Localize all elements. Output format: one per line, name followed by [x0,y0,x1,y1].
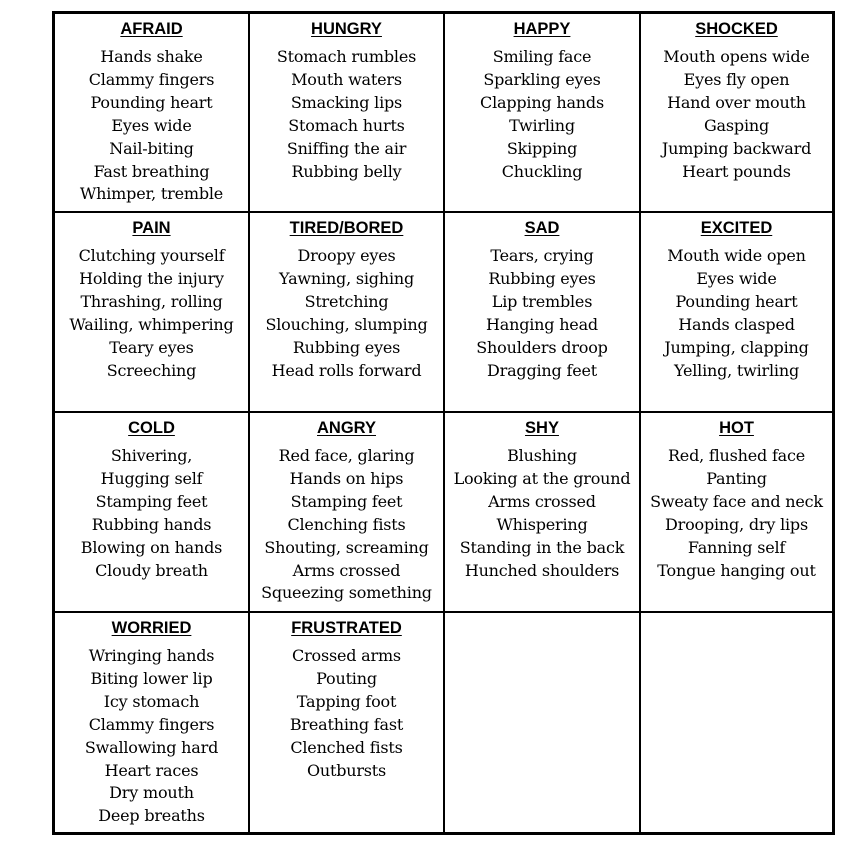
emotion-cell-happy [445,14,641,213]
emotion-heading: PAIN [132,219,171,237]
behavior-item: Tongue hanging out [657,560,816,580]
behavior-item: Thrashing, rolling [80,291,223,311]
emotion-heading: SHOCKED [695,20,778,38]
behavior-item: Twirling [509,115,575,135]
behavior-item: Sniffing the air [286,138,407,158]
behavior-item: Tears, crying [490,246,594,265]
emotion-cell-worried [55,613,250,832]
behavior-item: Whispering [496,514,588,534]
behavior-item: Clenched fists [290,737,403,757]
behavior-list [250,645,443,782]
behavior-item: Sparkling eyes [483,69,601,89]
emotion-heading: HUNGRY [311,20,382,38]
behavior-item: Wailing, whimpering [69,314,234,334]
behavior-list [55,245,248,382]
emotion-cell-shocked [641,14,832,213]
behavior-item: Smiling face [492,47,592,66]
behavior-item: Drooping, dry lips [665,514,808,534]
behavior-item: Gasping [703,115,770,135]
behavior-item: Fanning self [687,537,786,557]
behavior-item: Hand over mouth [667,92,806,112]
behavior-item: Whimper, tremble [79,184,224,204]
behavior-item: Arms crossed [292,560,401,580]
behavior-item: Stomach hurts [288,115,405,135]
behavior-item: Blowing on hands [80,537,223,557]
behavior-item: Panting [706,468,767,488]
behavior-item: Eyes wide [111,115,192,135]
behavior-item: Rubbing eyes [292,337,401,357]
behavior-item: Red, flushed face [667,446,806,465]
behavior-item: Droopy eyes [297,246,396,265]
behavior-list [55,445,248,582]
behavior-item: Clenching fists [287,514,406,534]
behavior-item: Eyes wide [696,268,777,288]
empty-cell [445,613,641,832]
behavior-list [641,445,832,582]
behavior-item: Biting lower lip [90,668,213,688]
behavior-item: Hands shake [100,47,203,66]
behavior-item: Jumping, clapping [664,337,809,357]
behavior-item: Smacking lips [290,92,403,112]
emotion-cell-shy [445,413,641,613]
behavior-list [445,46,639,183]
behavior-item: Clammy fingers [88,714,215,734]
behavior-item: Blushing [507,446,577,465]
behavior-item: Heart pounds [682,161,791,181]
emotion-heading: HAPPY [513,20,571,38]
behavior-item: Hugging self [100,468,203,488]
behavior-item: Outbursts [306,760,387,780]
emotion-cell-excited [641,213,832,413]
behavior-item: Rubbing eyes [488,268,596,288]
behavior-list [641,245,832,382]
behavior-item: Fast breathing [93,161,210,181]
behavior-item: Stomach rumbles [276,47,417,66]
emotion-cell-tired-bored [250,213,445,413]
behavior-item: Stamping feet [95,491,208,511]
behavior-item: Tapping foot [296,691,397,711]
behavior-item: Rubbing hands [91,514,212,534]
behavior-item: Screeching [106,360,197,380]
behavior-item: Squeezing something [261,583,432,603]
emotion-heading: FRUSTRATED [291,619,402,637]
behavior-item: Dry mouth [109,783,194,803]
emotion-heading: ANGRY [317,419,376,437]
behavior-item: Stretching [304,291,389,311]
behavior-item: Shivering, [110,446,193,465]
emotion-heading: AFRAID [120,20,183,38]
behavior-list [445,245,639,382]
behavior-item: Arms crossed [488,491,596,511]
behavior-item: Shoulders droop [476,337,608,357]
behavior-item: Icy stomach [103,691,200,711]
behavior-item: Skipping [506,138,578,158]
emotion-heading: EXCITED [700,219,773,237]
behavior-item: Looking at the ground [453,468,631,488]
behavior-list [250,46,443,183]
behavior-item: Deep breaths [98,806,205,826]
emotion-cell-angry [250,413,445,613]
behavior-item: Mouth wide open [667,246,806,265]
behavior-list [250,245,443,382]
behavior-item: Clammy fingers [88,69,215,89]
behavior-item: Cloudy breath [95,560,208,580]
behavior-item: Holding the injury [79,268,224,288]
empty-cell [641,613,832,832]
behavior-item: Breathing fast [289,714,404,734]
behavior-item: Pounding heart [90,92,213,112]
behavior-item: Slouching, slumping [265,314,428,334]
behavior-list [250,445,443,605]
behavior-item: Jumping backward [661,138,812,158]
behavior-item: Hunched shoulders [464,560,620,580]
behavior-item: Clutching yourself [78,246,225,265]
emotion-cell-pain [55,213,250,413]
behavior-item: Mouth waters [291,69,402,89]
emotion-heading: SAD [524,219,560,237]
behavior-item: Pouting [316,668,377,688]
behavior-list [445,445,639,582]
behavior-list [55,645,248,828]
behavior-item: Crossed arms [292,646,401,665]
emotion-cell-frustrated [250,613,445,832]
behavior-list [55,46,248,206]
behavior-item: Mouth opens wide [663,47,810,66]
behavior-item: Stamping feet [290,491,403,511]
emotion-cell-hot [641,413,832,613]
emotion-cell-afraid [55,14,250,213]
behavior-item: Teary eyes [109,337,194,357]
behavior-item: Chuckling [501,161,583,181]
behavior-item: Sweaty face and neck [650,491,823,511]
behavior-item: Wringing hands [88,646,215,665]
behavior-item: Lip trembles [491,291,593,311]
behavior-item: Dragging feet [487,360,597,380]
emotion-body-language-table [52,11,835,835]
emotion-heading: TIRED/BORED [289,219,404,237]
behavior-item: Clapping hands [480,92,604,112]
behavior-item: Eyes fly open [683,69,790,89]
emotion-heading: COLD [128,419,175,437]
emotion-cell-sad [445,213,641,413]
behavior-item: Standing in the back [459,537,625,557]
emotion-cell-cold [55,413,250,613]
behavior-item: Head rolls forward [271,360,422,380]
emotion-heading: HOT [719,419,754,437]
emotion-cell-hungry [250,14,445,213]
behavior-item: Hands clasped [678,314,795,334]
emotion-heading: WORRIED [111,619,192,637]
behavior-item: Rubbing belly [291,161,402,181]
behavior-item: Red face, glaring [278,446,415,465]
behavior-item: Yawning, sighing [278,268,415,288]
behavior-item: Nail-biting [109,138,194,158]
behavior-item: Yelling, twirling [674,360,799,380]
behavior-item: Heart races [104,760,199,780]
behavior-item: Shouting, screaming [264,537,429,557]
behavior-item: Hands on hips [289,468,404,488]
emotion-heading: SHY [525,419,559,437]
behavior-item: Swallowing hard [84,737,219,757]
behavior-item: Hanging head [486,314,598,334]
behavior-list [641,46,832,183]
behavior-item: Pounding heart [675,291,798,311]
